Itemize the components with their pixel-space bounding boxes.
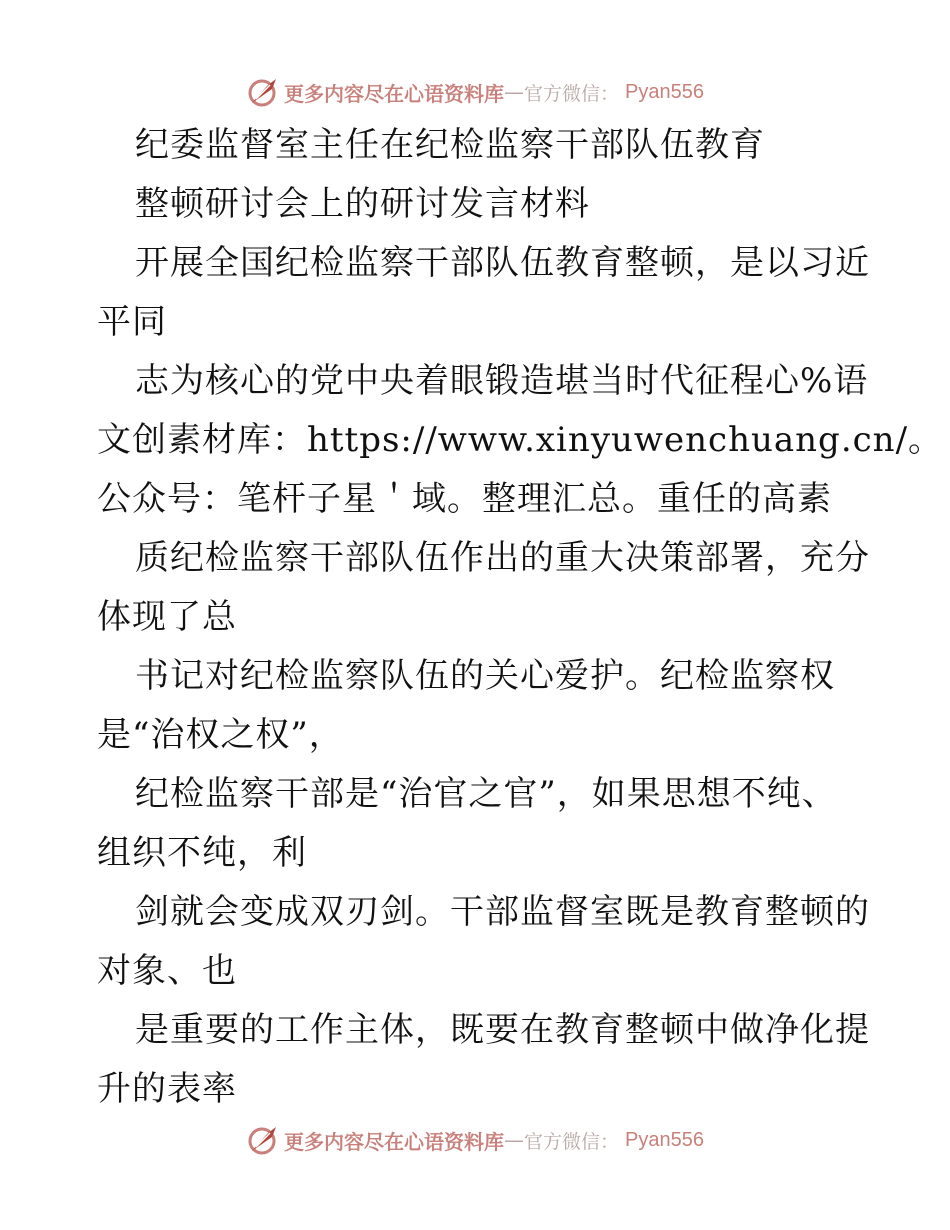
paragraph-line: 剑就会变成双刃剑。干部监督室既是教育整顿的 bbox=[135, 892, 870, 932]
header-banner bbox=[0, 72, 950, 112]
footer-banner bbox=[0, 1120, 950, 1160]
paragraph-line: 质纪检监察干部队伍作出的重大决策部署，充分 bbox=[135, 538, 870, 578]
banner-title: 更多内容尽在心语资料库 bbox=[284, 1129, 504, 1154]
paragraph-line: 体现了总 bbox=[97, 597, 237, 637]
quill-logo-icon bbox=[246, 75, 280, 109]
paragraph-line: 开展全国纪检监察干部队伍教育整顿，是以习近 bbox=[135, 243, 870, 283]
banner-wechat-id: Pyan556 bbox=[625, 1128, 704, 1151]
doc-title-line-1: 纪委监督室主任在纪检监察干部队伍教育 bbox=[135, 125, 765, 165]
doc-title-line-2: 整顿研讨会上的研讨发言材料 bbox=[135, 184, 590, 224]
quill-logo-icon bbox=[246, 1123, 280, 1157]
paragraph-line: 文创素材库：https://www.xinyuwenchuang.cn/。 bbox=[97, 420, 944, 460]
paragraph-line: 升的表率 bbox=[97, 1069, 237, 1109]
banner-separator: — bbox=[504, 80, 524, 104]
paragraph-line: 是“治权之权”， bbox=[97, 715, 344, 755]
paragraph-line: 公众号：笔杆子星＇域。整理汇总。重任的高素 bbox=[97, 479, 832, 519]
banner-wechat-label: 官方微信： bbox=[524, 1130, 620, 1153]
banner-title: 更多内容尽在心语资料库 bbox=[284, 81, 504, 106]
paragraph-line: 志为核心的党中央着眼锻造堪当时代征程心%语 bbox=[135, 361, 869, 401]
paragraph-line: 纪检监察干部是“治官之官”，如果思想不纯、 bbox=[135, 774, 837, 814]
banner-wechat-label: 官方微信： bbox=[524, 82, 620, 105]
paragraph-line: 组织不纯，利 bbox=[97, 833, 307, 873]
paragraph-line: 书记对纪检监察队伍的关心爱护。纪检监察权 bbox=[135, 656, 835, 696]
paragraph-line: 是重要的工作主体，既要在教育整顿中做净化提 bbox=[135, 1010, 870, 1050]
banner-wechat-id: Pyan556 bbox=[625, 80, 704, 103]
paragraph-line: 平同 bbox=[97, 302, 167, 342]
paragraph-line: 对象、也 bbox=[97, 951, 237, 991]
banner-separator: — bbox=[504, 1128, 524, 1152]
